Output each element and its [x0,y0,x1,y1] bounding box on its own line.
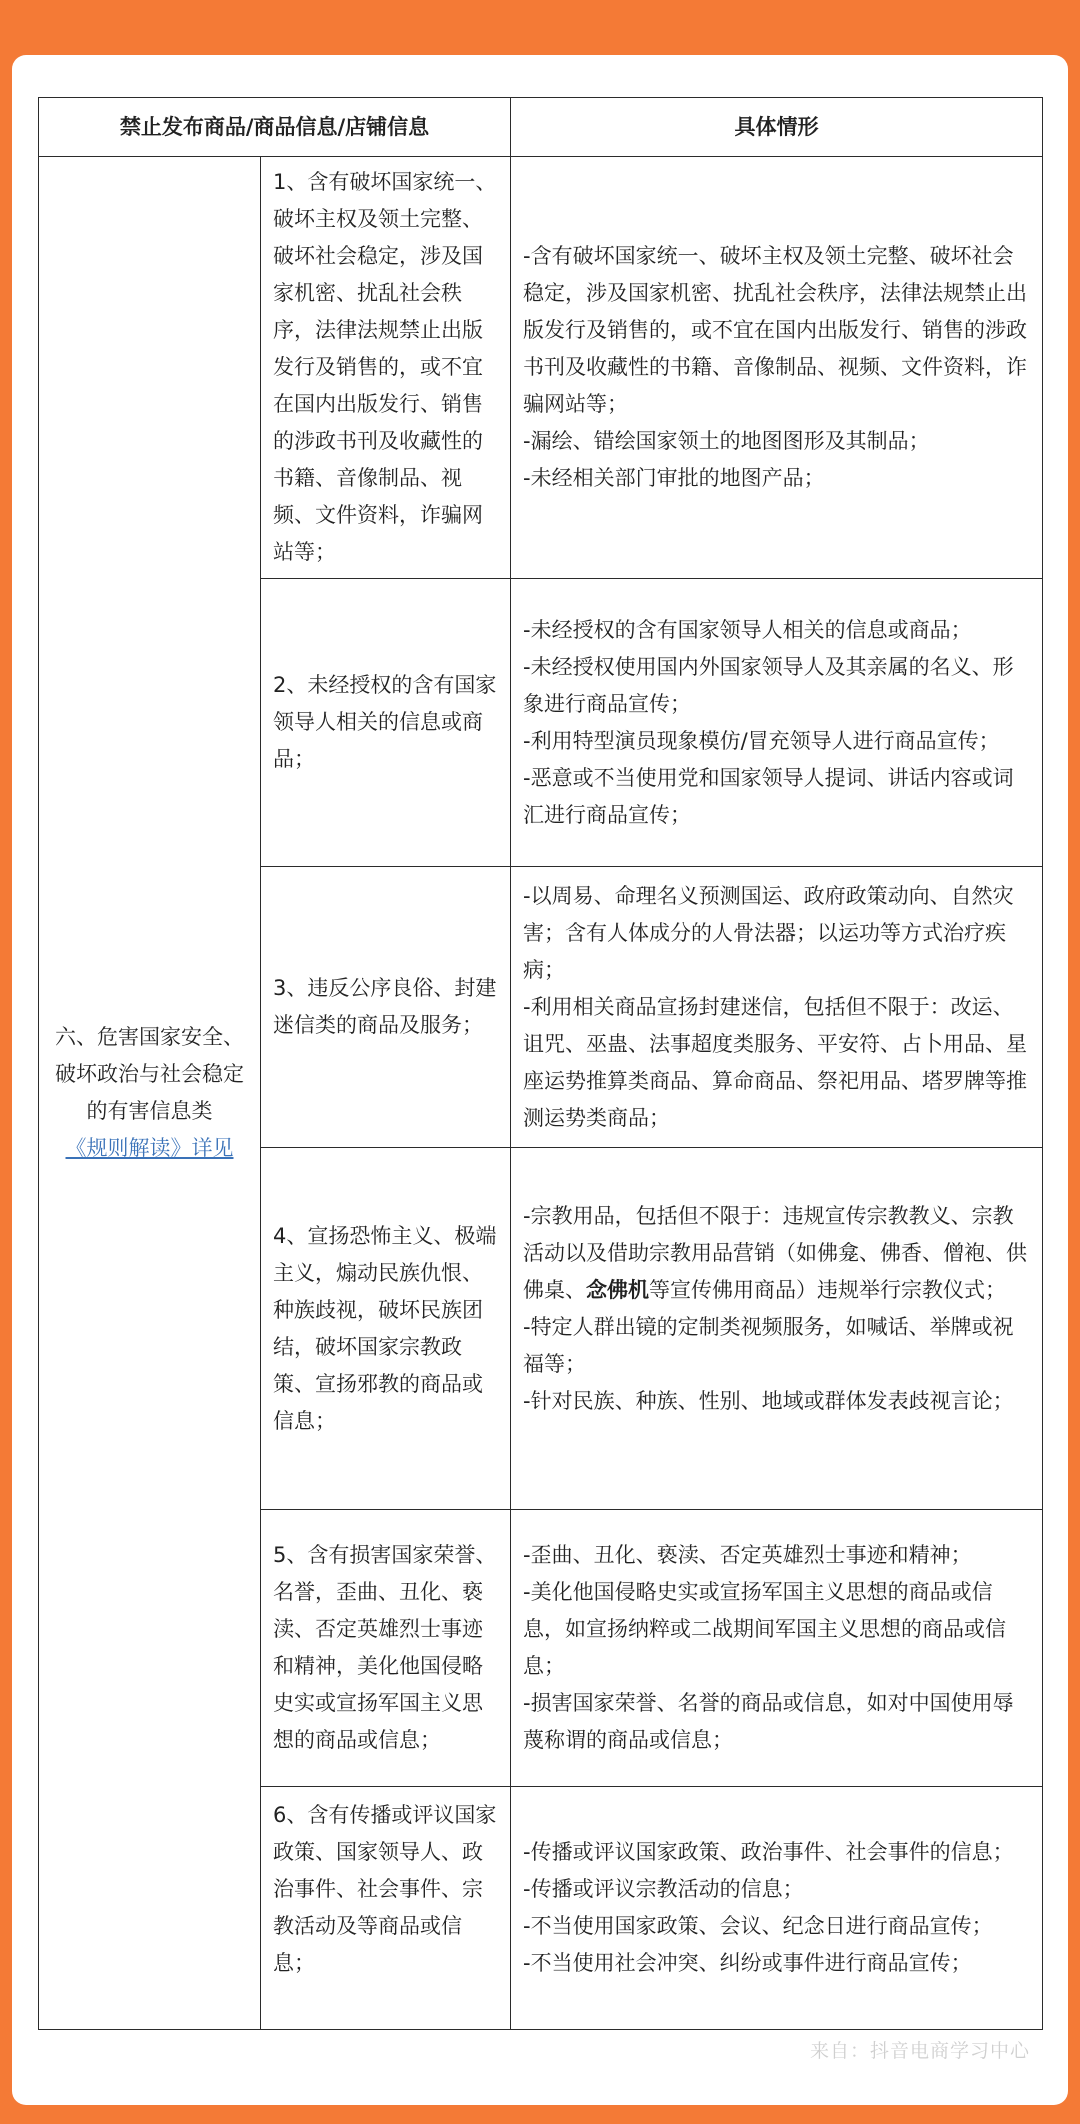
category-cell [39,157,261,2030]
item-cell: 2、未经授权的含有国家领导人相关的信息或商品； [261,579,511,867]
table-header-row [39,98,1043,157]
detail-cell [511,1148,1043,1510]
detail-line: -利用相关商品宣扬封建迷信，包括但不限于：改运、诅咒、巫蛊、法事超度类服务、平安符、占卜用品、星座运势推算类商品、算命商品、祭祀用品、塔罗牌等推测运势类商品； [523,994,1027,1130]
item-cell: 1、含有破坏国家统一、破坏主权及领土完整、破坏社会稳定，涉及国家机密、扰乱社会秩序，法律法规禁止出版发行及销售的，或不宜在国内出版发行、销售的涉政书刊及收藏性的书籍、音像制品、视频、文件资料，诈骗网站等； [261,157,511,579]
item-cell: 3、违反公序良俗、封建迷信类的商品及服务； [261,867,511,1148]
detail-line: -传播或评议宗教活动的信息； [523,1877,804,1901]
source-caption: 来自：抖音电商学习中心 [809,2040,1030,2062]
content-card [12,55,1068,2105]
detail-line: -针对民族、种族、性别、地域或群体发表歧视言论； [523,1388,1014,1413]
header-detail: 具体情形 [511,98,1043,157]
rule-interpretation-link[interactable]: 《规则解读》详见 [65,1136,234,1160]
detail-line: -恶意或不当使用党和国家领导人提词、讲话内容或词汇进行商品宣传； [523,765,1014,827]
detail-line-rich [523,1198,1030,1309]
detail-line: -特定人群出镜的定制类视频服务，如喊话、举牌或祝福等； [523,1314,1014,1376]
detail-line: -不当使用社会冲突、纠纷或事件进行商品宣传； [523,1951,972,1975]
detail-line: -未经相关部门审批的地图产品； [523,466,825,490]
item-cell: 5、含有损害国家荣誉、名誉，歪曲、丑化、亵渎、否定英雄烈士事迹和精神，美化他国侵略史实或宣扬军国主义思想的商品或信息； [261,1510,511,1787]
detail-line: -以周易、命理名义预测国运、政府政策动向、自然灾害；含有人体成分的人骨法器；以运功等方式治疗疾病； [523,883,1014,982]
item-cell: 4、宣扬恐怖主义、极端主义，煽动民族仇恨、种族歧视，破坏民族团结，破坏国家宗教政策、宣扬邪教的商品或信息； [261,1148,511,1510]
detail-bold-text: 念佛机 [586,1277,649,1302]
detail-line: -未经授权使用国内外国家领导人及其亲属的名义、形象进行商品宣传； [523,654,1014,716]
detail-line: -美化他国侵略史实或宣扬军国主义思想的商品或信息，如宣扬纳粹或二战期间军国主义思想的商品或信息； [523,1580,1006,1678]
detail-line: -利用特型演员现象模仿/冒充领导人进行商品宣传； [523,728,1000,753]
detail-line: -含有破坏国家统一、破坏主权及领土完整、破坏社会稳定，涉及国家机密、扰乱社会秩序，法律法规禁止出版发行及销售的，或不宜在国内出版发行、销售的涉政书刊及收藏性的书籍、音像制品、视频、文件资料，诈骗网站等； [523,244,1027,416]
detail-line: -损害国家荣誉、名誉的商品或信息，如对中国使用辱蔑称谓的商品或信息； [523,1691,1014,1752]
item-cell: 6、含有传播或评议国家政策、国家领导人、政治事件、社会事件、宗教活动及等商品或信息； [261,1787,511,2030]
detail-cell [511,579,1043,867]
detail-text: -宗教用品，包括但不限于：违规宣传宗教教义、宗教活动以及借助宗教用品营销（如佛龛、佛香、僧袍、供佛桌、 [523,1203,1027,1302]
detail-line: -传播或评议国家政策、政治事件、社会事件的信息； [523,1840,1014,1864]
detail-line: -漏绘、错绘国家领土的地图图形及其制品； [523,429,930,453]
header-category: 禁止发布商品/商品信息/店铺信息 [39,98,511,157]
detail-text: 等宣传佛用商品）违规举行宗教仪式； [649,1277,1006,1302]
detail-cell [511,1787,1043,2030]
detail-cell [511,867,1043,1148]
category-text: 六、危害国家安全、破坏政治与社会稳定的有害信息类 [55,1025,244,1123]
detail-line: -不当使用国家政策、会议、纪念日进行商品宣传； [523,1914,993,1938]
rules-table [38,97,1043,2030]
detail-cell [511,1510,1043,1787]
detail-line: -歪曲、丑化、亵渎、否定英雄烈士事迹和精神； [523,1543,972,1567]
detail-cell [511,157,1043,579]
table-row [39,157,1043,579]
detail-line: -未经授权的含有国家领导人相关的信息或商品； [523,617,972,642]
